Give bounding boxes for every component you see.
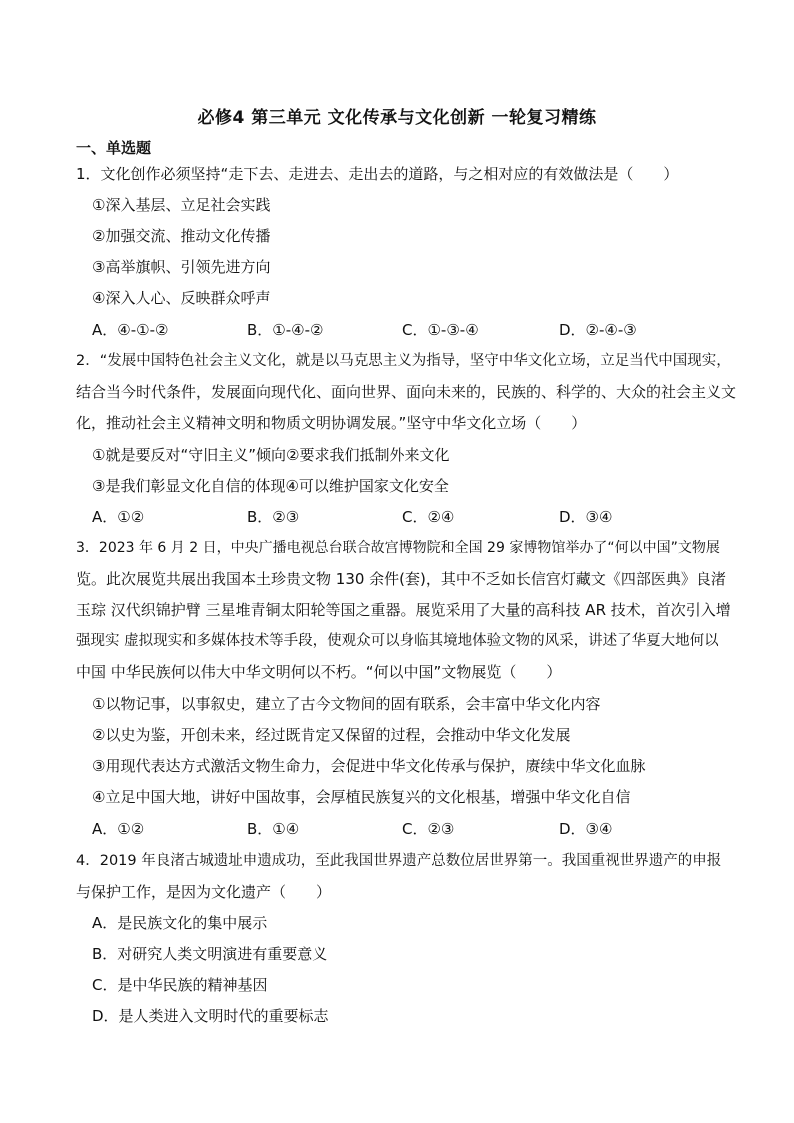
q2-stem-line-2: 结合当今时代条件，发展面向现代化、面向世界、面向未来的，民族的、科学的、大众的社会主义文: [76, 383, 737, 401]
q3-stem-line-4: 强现实 虚拟现实和多媒体技术等手段，使观众可以身临其境地体验文物的风采，讲述了华夏大地何以: [76, 633, 719, 649]
q3-item-2: ②以史为鉴，开创未来，经过既肯定又保留的过程，会推动中华文化发展: [92, 726, 571, 744]
q4-option-d[interactable]: D．是人类进入文明时代的重要标志: [92, 1007, 329, 1025]
q3-stem-line-3: 玉琮 汉代织锦护臂 三星堆青铜太阳轮等国之重器。展览采用了大量的高科技 AR 技术，首次引入增: [76, 601, 731, 619]
q1-option-c[interactable]: C．①-③-④: [402, 321, 479, 339]
q2-items-row-1: ①就是要反对“守旧主义”倾向②要求我们抵制外来文化: [92, 446, 450, 464]
q3-option-c[interactable]: C．②③: [402, 820, 455, 838]
q3-item-1: ①以物记事，以事叙史，建立了古今文物间的固有联系，会丰富中华文化内容: [92, 695, 601, 713]
q1-item-2: ②加强交流、推动文化传播: [92, 227, 271, 245]
q3-option-d[interactable]: D．③④: [559, 820, 613, 838]
q2-option-c[interactable]: C．②④: [402, 508, 455, 526]
q4-stem-line-1: 4．2019 年良渚古城遗址申遗成功，至此我国世界遗产总数位居世界第一。我国重视世界遗产的申报: [76, 853, 722, 869]
q4-option-b[interactable]: B．对研究人类文明演进有重要意义: [92, 945, 328, 963]
q3-option-a[interactable]: A．①②: [92, 820, 145, 838]
q1-item-4: ④深入人心、反映群众呼声: [92, 289, 271, 307]
q3-stem-line-1: 3．2023 年 6 月 2 日，中央广播电视总台联合故宫博物院和全国 29 家博物馆举办了“何以中国”文物展: [76, 540, 720, 556]
q1-stem: 1．文化创作必须坚持“走下去、走进去、走出去的道路，与之相对应的有效做法是（ ）: [76, 165, 679, 183]
section-heading: 一、单选题: [76, 139, 152, 157]
q4-option-a[interactable]: A．是民族文化的集中展示: [92, 914, 268, 932]
q4-option-c[interactable]: C．是中华民族的精神基因: [92, 976, 268, 994]
q2-option-d[interactable]: D．③④: [559, 508, 613, 526]
q1-option-d[interactable]: D．②-④-③: [559, 321, 637, 339]
q1-item-1: ①深入基层、立足社会实践: [92, 196, 271, 214]
q3-stem-line-2: 览。此次展览共展出我国本土珍贵文物 130 余件(套)，其中不乏如长信宫灯藏文《四部医典》良渚: [76, 570, 726, 588]
q2-option-a[interactable]: A．①②: [92, 508, 145, 526]
q3-item-3: ③用现代表达方式激活文物生命力，会促进中华文化传承与保护，赓续中华文化血脉: [92, 757, 646, 775]
q1-option-b[interactable]: B．①-④-②: [247, 321, 324, 339]
q1-item-3: ③高举旗帜、引领先进方向: [92, 258, 271, 276]
q3-item-4: ④立足中国大地，讲好中国故事，会厚植民族复兴的文化根基，增强中华文化自信: [92, 788, 631, 806]
q1-option-a[interactable]: A．④-①-②: [92, 321, 169, 339]
document-title: 必修4 第三单元 文化传承与文化创新 一轮复习精练: [197, 108, 597, 128]
q2-option-b[interactable]: B．②③: [247, 508, 300, 526]
q3-stem-line-5: 中国 中华民族何以伟大中华文明何以不朽。“何以中国”文物展览（ ）: [76, 663, 562, 681]
q4-stem-line-2: 与保护工作，是因为文化遗产（ ）: [76, 883, 332, 901]
q3-option-b[interactable]: B．①④: [247, 820, 300, 838]
q2-stem-line-1: 2．“发展中国特色社会主义文化，就是以马克思主义为指导，坚守中华文化立场，立足当代中国现实，: [76, 353, 731, 369]
q2-items-row-2: ③是我们彰显文化自信的体现④可以维护国家文化安全: [92, 477, 449, 495]
q2-stem-line-3: 化，推动社会主义精神文明和物质文明协调发展。”坚守中华文化立场（ ）: [76, 414, 587, 432]
